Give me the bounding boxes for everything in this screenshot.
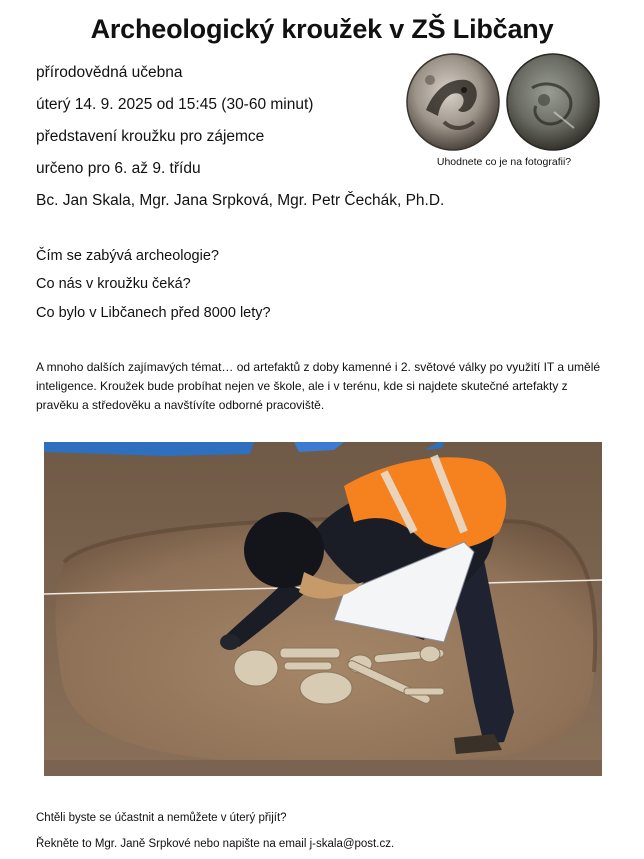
coins-caption: Uhodnete co je na fotografii?	[436, 156, 572, 168]
page-title: Archeologický kroužek v ZŠ Libčany	[90, 14, 554, 44]
celtic-coins-image	[404, 50, 602, 154]
excavation-photo	[44, 442, 602, 776]
info-leaders: Bc. Jan Skala, Mgr. Jana Srpková, Mgr. Petr Čechák, Ph.D.	[36, 192, 445, 209]
description-paragraph: A mnoho dalších zajímavých témat… od artefaktů z doby kamenné i 2. světové války po využití IT a umělé inteligence. Kroužek bude probíhat nejen ve škole, ale i v terénu, kde si najdete skutečné artefakty z pravěku a středověku a navštívíte odborné pracoviště.	[36, 360, 601, 412]
question-3: Co bylo v Libčanech před 8000 lety?	[36, 305, 271, 321]
question-2: Co nás v kroužku čeká?	[36, 276, 191, 292]
question-1: Čím se zabývá archeologie?	[36, 248, 219, 264]
info-location: přírodovědná učebna	[36, 64, 183, 81]
footer-contact: Řekněte to Mgr. Janě Srpkové nebo napište na email j-skala@post.cz.	[36, 838, 395, 850]
info-purpose: představení kroužku pro zájemce	[36, 128, 265, 145]
info-grades: určeno pro 6. až 9. třídu	[36, 160, 201, 177]
info-datetime: úterý 14. 9. 2025 od 15:45 (30-60 minut)	[36, 96, 314, 113]
footer-question: Chtěli byste se účastnit a nemůžete v úterý přijít?	[36, 812, 287, 824]
